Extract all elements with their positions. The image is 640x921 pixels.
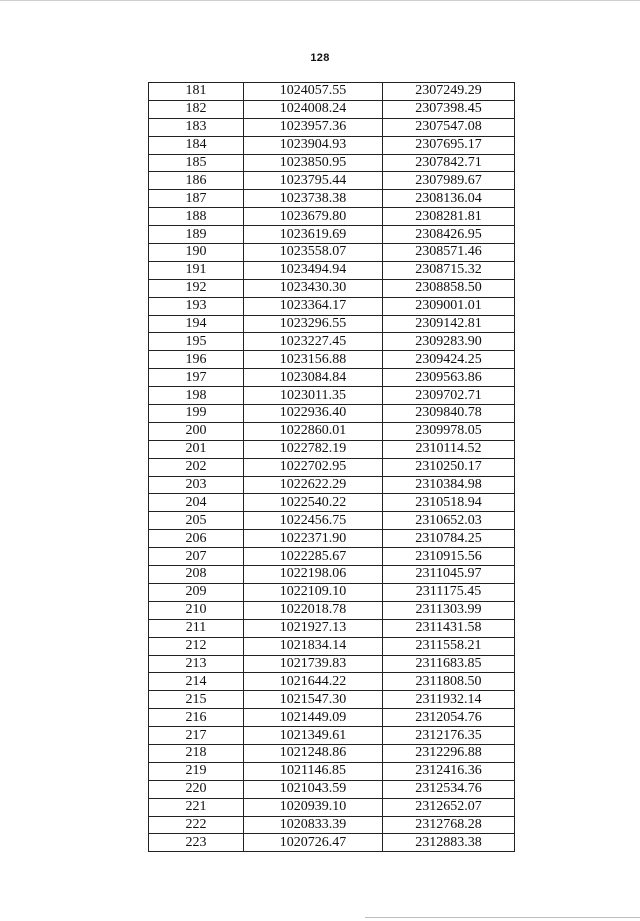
table-row: [149, 619, 515, 637]
x-coordinate-cell: 1021449.09: [244, 709, 383, 727]
y-coordinate-cell: 2307398.45: [383, 100, 515, 118]
table-row: [149, 727, 515, 745]
point-number-cell: 187: [149, 190, 244, 208]
point-number-cell: 216: [149, 709, 244, 727]
point-number-cell: 217: [149, 727, 244, 745]
y-coordinate-cell: 2309424.25: [383, 351, 515, 369]
y-coordinate-cell: 2307989.67: [383, 172, 515, 190]
point-number-cell: 210: [149, 601, 244, 619]
table-row: [149, 816, 515, 834]
y-coordinate-cell: 2311431.58: [383, 619, 515, 637]
point-number-cell: 195: [149, 333, 244, 351]
y-coordinate-cell: 2309142.81: [383, 315, 515, 333]
y-coordinate-cell: 2310518.94: [383, 494, 515, 512]
point-number-cell: 220: [149, 780, 244, 798]
point-number-cell: 186: [149, 172, 244, 190]
point-number-cell: 189: [149, 226, 244, 244]
y-coordinate-cell: 2311558.21: [383, 637, 515, 655]
y-coordinate-cell: 2311303.99: [383, 601, 515, 619]
y-coordinate-cell: 2312768.28: [383, 816, 515, 834]
table-row: [149, 530, 515, 548]
point-number-cell: 185: [149, 154, 244, 172]
table-row: [149, 100, 515, 118]
x-coordinate-cell: 1023084.84: [244, 369, 383, 387]
x-coordinate-cell: 1024008.24: [244, 100, 383, 118]
x-coordinate-cell: 1023364.17: [244, 297, 383, 315]
y-coordinate-cell: 2312416.36: [383, 762, 515, 780]
scan-bottom-edge: [365, 917, 640, 918]
point-number-cell: 199: [149, 405, 244, 423]
x-coordinate-cell: 1023296.55: [244, 315, 383, 333]
point-number-cell: 183: [149, 118, 244, 136]
table-row: [149, 744, 515, 762]
table-row: [149, 655, 515, 673]
y-coordinate-cell: 2310250.17: [383, 458, 515, 476]
y-coordinate-cell: 2312296.88: [383, 744, 515, 762]
y-coordinate-cell: 2311175.45: [383, 583, 515, 601]
y-coordinate-cell: 2308715.32: [383, 261, 515, 279]
table-row: [149, 369, 515, 387]
x-coordinate-cell: 1022018.78: [244, 601, 383, 619]
point-number-cell: 184: [149, 136, 244, 154]
y-coordinate-cell: 2310652.03: [383, 512, 515, 530]
table-row: [149, 548, 515, 566]
point-number-cell: 190: [149, 244, 244, 262]
table-row: [149, 798, 515, 816]
y-coordinate-cell: 2312054.76: [383, 709, 515, 727]
x-coordinate-cell: 1023430.30: [244, 279, 383, 297]
y-coordinate-cell: 2307842.71: [383, 154, 515, 172]
point-number-cell: 196: [149, 351, 244, 369]
table-row: [149, 601, 515, 619]
x-coordinate-cell: 1023494.94: [244, 261, 383, 279]
point-number-cell: 208: [149, 566, 244, 584]
y-coordinate-cell: 2309563.86: [383, 369, 515, 387]
table-row: [149, 315, 515, 333]
point-number-cell: 215: [149, 691, 244, 709]
table-row: [149, 333, 515, 351]
x-coordinate-cell: 1022702.95: [244, 458, 383, 476]
y-coordinate-cell: 2309978.05: [383, 422, 515, 440]
table-row: [149, 709, 515, 727]
x-coordinate-cell: 1022371.90: [244, 530, 383, 548]
x-coordinate-cell: 1021739.83: [244, 655, 383, 673]
y-coordinate-cell: 2312652.07: [383, 798, 515, 816]
point-number-cell: 188: [149, 208, 244, 226]
table-row: [149, 673, 515, 691]
point-number-cell: 211: [149, 619, 244, 637]
y-coordinate-cell: 2311045.97: [383, 566, 515, 584]
point-number-cell: 207: [149, 548, 244, 566]
table-row: [149, 440, 515, 458]
point-number-cell: 181: [149, 83, 244, 101]
table-row: [149, 494, 515, 512]
y-coordinate-cell: 2310915.56: [383, 548, 515, 566]
y-coordinate-cell: 2307547.08: [383, 118, 515, 136]
table-row: [149, 583, 515, 601]
table-row: [149, 387, 515, 405]
table-row: [149, 780, 515, 798]
y-coordinate-cell: 2309702.71: [383, 387, 515, 405]
table-row: [149, 351, 515, 369]
table-row: [149, 458, 515, 476]
table-row: [149, 261, 515, 279]
x-coordinate-cell: 1022860.01: [244, 422, 383, 440]
table-row: [149, 172, 515, 190]
x-coordinate-cell: 1022456.75: [244, 512, 383, 530]
y-coordinate-cell: 2308426.95: [383, 226, 515, 244]
x-coordinate-cell: 1020833.39: [244, 816, 383, 834]
x-coordinate-cell: 1021834.14: [244, 637, 383, 655]
table-row: [149, 762, 515, 780]
point-number-cell: 182: [149, 100, 244, 118]
x-coordinate-cell: 1022782.19: [244, 440, 383, 458]
point-number-cell: 202: [149, 458, 244, 476]
point-number-cell: 206: [149, 530, 244, 548]
x-coordinate-cell: 1022198.06: [244, 566, 383, 584]
table-row: [149, 244, 515, 262]
table-row: [149, 83, 515, 101]
point-number-cell: 204: [149, 494, 244, 512]
x-coordinate-cell: 1021043.59: [244, 780, 383, 798]
table-row: [149, 154, 515, 172]
point-number-cell: 192: [149, 279, 244, 297]
table-row: [149, 118, 515, 136]
y-coordinate-cell: 2308281.81: [383, 208, 515, 226]
point-number-cell: 200: [149, 422, 244, 440]
y-coordinate-cell: 2310384.98: [383, 476, 515, 494]
y-coordinate-cell: 2312883.38: [383, 834, 515, 852]
table-row: [149, 834, 515, 852]
x-coordinate-cell: 1021349.61: [244, 727, 383, 745]
coordinate-table: [148, 82, 515, 852]
y-coordinate-cell: 2308136.04: [383, 190, 515, 208]
table-row: [149, 691, 515, 709]
page-number: 128: [310, 52, 330, 64]
x-coordinate-cell: 1021644.22: [244, 673, 383, 691]
point-number-cell: 193: [149, 297, 244, 315]
table-row: [149, 422, 515, 440]
table-row: [149, 190, 515, 208]
point-number-cell: 191: [149, 261, 244, 279]
point-number-cell: 212: [149, 637, 244, 655]
x-coordinate-cell: 1023011.35: [244, 387, 383, 405]
x-coordinate-cell: 1021146.85: [244, 762, 383, 780]
table-row: [149, 208, 515, 226]
x-coordinate-cell: 1021547.30: [244, 691, 383, 709]
x-coordinate-cell: 1023227.45: [244, 333, 383, 351]
point-number-cell: 222: [149, 816, 244, 834]
y-coordinate-cell: 2311932.14: [383, 691, 515, 709]
y-coordinate-cell: 2311808.50: [383, 673, 515, 691]
point-number-cell: 213: [149, 655, 244, 673]
x-coordinate-cell: 1023679.80: [244, 208, 383, 226]
y-coordinate-cell: 2310784.25: [383, 530, 515, 548]
table-row: [149, 405, 515, 423]
x-coordinate-cell: 1023795.44: [244, 172, 383, 190]
table-row: [149, 512, 515, 530]
x-coordinate-cell: 1023558.07: [244, 244, 383, 262]
table-row: [149, 566, 515, 584]
point-number-cell: 205: [149, 512, 244, 530]
y-coordinate-cell: 2312176.35: [383, 727, 515, 745]
x-coordinate-cell: 1024057.55: [244, 83, 383, 101]
point-number-cell: 201: [149, 440, 244, 458]
table-row: [149, 279, 515, 297]
point-number-cell: 223: [149, 834, 244, 852]
x-coordinate-cell: 1023619.69: [244, 226, 383, 244]
table-row: [149, 136, 515, 154]
x-coordinate-cell: 1020726.47: [244, 834, 383, 852]
x-coordinate-cell: 1021927.13: [244, 619, 383, 637]
x-coordinate-cell: 1022540.22: [244, 494, 383, 512]
scan-top-edge: [0, 0, 640, 1]
y-coordinate-cell: 2310114.52: [383, 440, 515, 458]
x-coordinate-cell: 1020939.10: [244, 798, 383, 816]
point-number-cell: 203: [149, 476, 244, 494]
point-number-cell: 219: [149, 762, 244, 780]
x-coordinate-cell: 1023850.95: [244, 154, 383, 172]
y-coordinate-cell: 2308858.50: [383, 279, 515, 297]
y-coordinate-cell: 2309840.78: [383, 405, 515, 423]
x-coordinate-cell: 1023957.36: [244, 118, 383, 136]
point-number-cell: 221: [149, 798, 244, 816]
y-coordinate-cell: 2312534.76: [383, 780, 515, 798]
x-coordinate-cell: 1022109.10: [244, 583, 383, 601]
point-number-cell: 197: [149, 369, 244, 387]
y-coordinate-cell: 2307695.17: [383, 136, 515, 154]
point-number-cell: 209: [149, 583, 244, 601]
x-coordinate-cell: 1023904.93: [244, 136, 383, 154]
x-coordinate-cell: 1022622.29: [244, 476, 383, 494]
table-row: [149, 637, 515, 655]
coordinate-table-body: [149, 83, 515, 852]
y-coordinate-cell: 2307249.29: [383, 83, 515, 101]
y-coordinate-cell: 2309001.01: [383, 297, 515, 315]
y-coordinate-cell: 2308571.46: [383, 244, 515, 262]
x-coordinate-cell: 1023738.38: [244, 190, 383, 208]
x-coordinate-cell: 1022936.40: [244, 405, 383, 423]
point-number-cell: 194: [149, 315, 244, 333]
point-number-cell: 198: [149, 387, 244, 405]
x-coordinate-cell: 1022285.67: [244, 548, 383, 566]
y-coordinate-cell: 2309283.90: [383, 333, 515, 351]
x-coordinate-cell: 1021248.86: [244, 744, 383, 762]
y-coordinate-cell: 2311683.85: [383, 655, 515, 673]
point-number-cell: 214: [149, 673, 244, 691]
point-number-cell: 218: [149, 744, 244, 762]
table-row: [149, 297, 515, 315]
table-row: [149, 226, 515, 244]
x-coordinate-cell: 1023156.88: [244, 351, 383, 369]
table-row: [149, 476, 515, 494]
